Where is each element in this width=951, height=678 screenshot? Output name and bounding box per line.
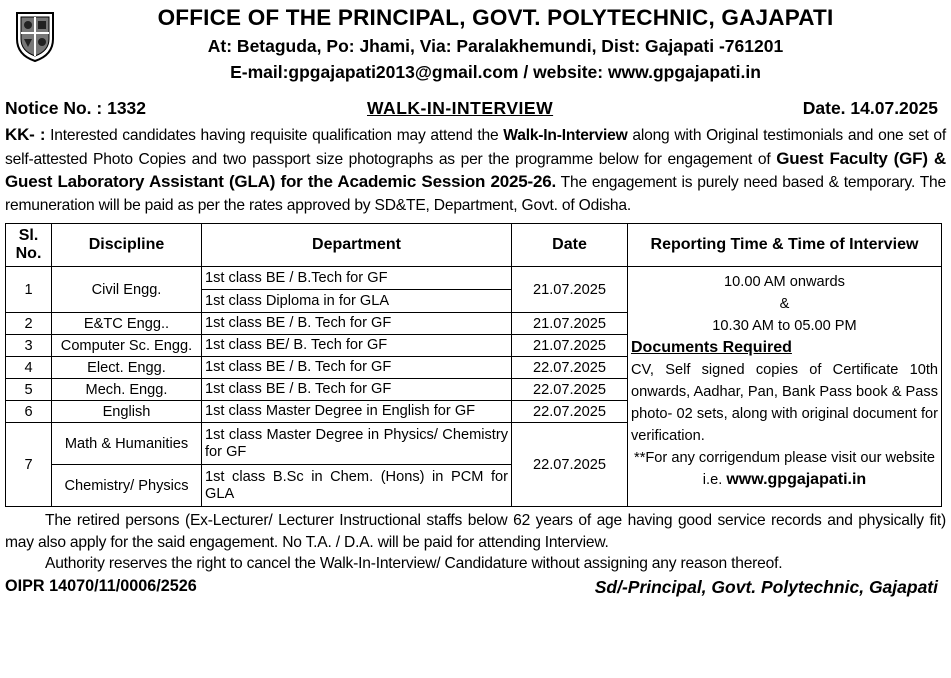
kk-label: KK- : (5, 125, 46, 144)
intro-text-2: along with Original testimonials and one set of self-attested Photo Copies and two passport size photographs as per the programme below for engagement of (5, 127, 946, 168)
notice-date: Date. 14.07.2025 (802, 98, 938, 118)
retired-persons-paragraph: The retired persons (Ex-Lecturer/ Lecturer Instructional staffs below 62 years of age having good service records and physically fit) may also apply for the said engagement. No T.A. / D.A. will be paid for attending Interview. (5, 512, 946, 551)
header-reporting: Reporting Time & Time of Interview (628, 224, 942, 267)
corrigendum-text: **For any corrigendum please visit our website i.e. (634, 450, 935, 489)
reporting-cell (628, 267, 942, 507)
header-discipline: Discipline (52, 224, 202, 267)
notice-page (5, 3, 946, 672)
intro-text-1: Interested candidates having requisite qualification may attend the (45, 127, 504, 144)
row-sl: 1 (6, 267, 52, 313)
office-contact: E-mail:gpgajapati2013@gmail.com / website: www.gpgajapati.in (230, 62, 761, 82)
row-department: 1st class Master Degree in Physics/ Chemistry for GF (202, 423, 512, 465)
row-department: 1st class Diploma in for GLA (202, 290, 512, 313)
principal-signature: Sd/-Principal, Govt. Polytechnic, Gajapati (594, 576, 938, 597)
row-sl: 5 (6, 379, 52, 401)
intro-paragraph (5, 124, 946, 217)
reporting-time-1: 10.00 AM onwards (724, 274, 845, 291)
row-date: 22.07.2025 (512, 357, 628, 379)
row-department: 1st class BE / B.Tech for GF (202, 267, 512, 290)
schedule-table (5, 223, 942, 507)
row-department: 1st class B.Sc in Chem. (Hons) in PCM for GLA (202, 465, 512, 507)
office-title: OFFICE OF THE PRINCIPAL, GOVT. POLYTECHNIC, GAJAPATI (157, 5, 834, 30)
row-date: 22.07.2025 (512, 379, 628, 401)
row-discipline: Elect. Engg. (52, 357, 202, 379)
reporting-amp: & (779, 296, 790, 313)
row-sl: 2 (6, 313, 52, 335)
oipr-number: OIPR 14070/11/0006/2526 (5, 576, 197, 595)
row-sl: 4 (6, 357, 52, 379)
notice-title: WALK-IN-INTERVIEW (367, 98, 554, 118)
row-date: 21.07.2025 (512, 267, 628, 313)
row-department: 1st class Master Degree in English for GF (202, 401, 512, 423)
row-discipline: English (52, 401, 202, 423)
row-sl: 3 (6, 335, 52, 357)
row-sl: 6 (6, 401, 52, 423)
reporting-time-2: 10.30 AM to 05.00 PM (712, 318, 857, 335)
website-link: www.gpgajapati.in (726, 471, 867, 489)
row-department: 1st class BE / B. Tech for GF (202, 357, 512, 379)
intro-bold-2: Guest Faculty (GF) & Guest Laboratory Assistant (GLA) for the Academic Session 2025-26. (5, 148, 946, 192)
notice-footer (5, 577, 946, 601)
row-department: 1st class BE/ B. Tech for GF (202, 335, 512, 357)
row-discipline: Chemistry/ Physics (52, 465, 202, 507)
row-department: 1st class BE / B. Tech for GF (202, 313, 512, 335)
table-row (6, 267, 942, 290)
corrigendum-note (631, 447, 938, 491)
intro-bold-1: Walk-In-Interview (503, 127, 628, 144)
row-discipline: Civil Engg. (52, 267, 202, 313)
row-sl: 7 (6, 423, 52, 507)
header-date: Date (512, 224, 628, 267)
intro-text-3: The engagement is purely need based & temporary. The remuneration will be paid as per the rates approved by SD&TE, Department, Govt. of Odisha. (5, 174, 947, 214)
row-department: 1st class BE / B. Tech for GF (202, 379, 512, 401)
row-discipline: Computer Sc. Engg. (52, 335, 202, 357)
header-department: Department (202, 224, 512, 267)
table-header-row (6, 224, 942, 267)
row-discipline: E&TC Engg.. (52, 313, 202, 335)
documents-text: CV, Self signed copies of Certificate 10th onwards, Aadhar, Pan, Bank Pass book & Pass photo- 02 sets, along with original document for verification. (631, 362, 938, 445)
row-date: 22.07.2025 (512, 423, 628, 507)
notice-header (5, 3, 946, 98)
documents-heading: Documents Required (631, 339, 792, 357)
header-sl-no: Sl. No. (6, 224, 52, 267)
row-discipline: Mech. Engg. (52, 379, 202, 401)
row-date: 21.07.2025 (512, 335, 628, 357)
authority-paragraph: Authority reserves the right to cancel the Walk-In-Interview/ Candidature without assigning any reason thereof. (45, 555, 783, 573)
office-address: At: Betaguda, Po: Jhami, Via: Paralakhemundi, Dist: Gajapati -761201 (207, 36, 784, 56)
notice-number: Notice No. : 1332 (5, 98, 147, 118)
row-date: 22.07.2025 (512, 401, 628, 423)
row-discipline: Math & Humanities (52, 423, 202, 465)
row-date: 21.07.2025 (512, 313, 628, 335)
notice-info-row (5, 98, 946, 124)
